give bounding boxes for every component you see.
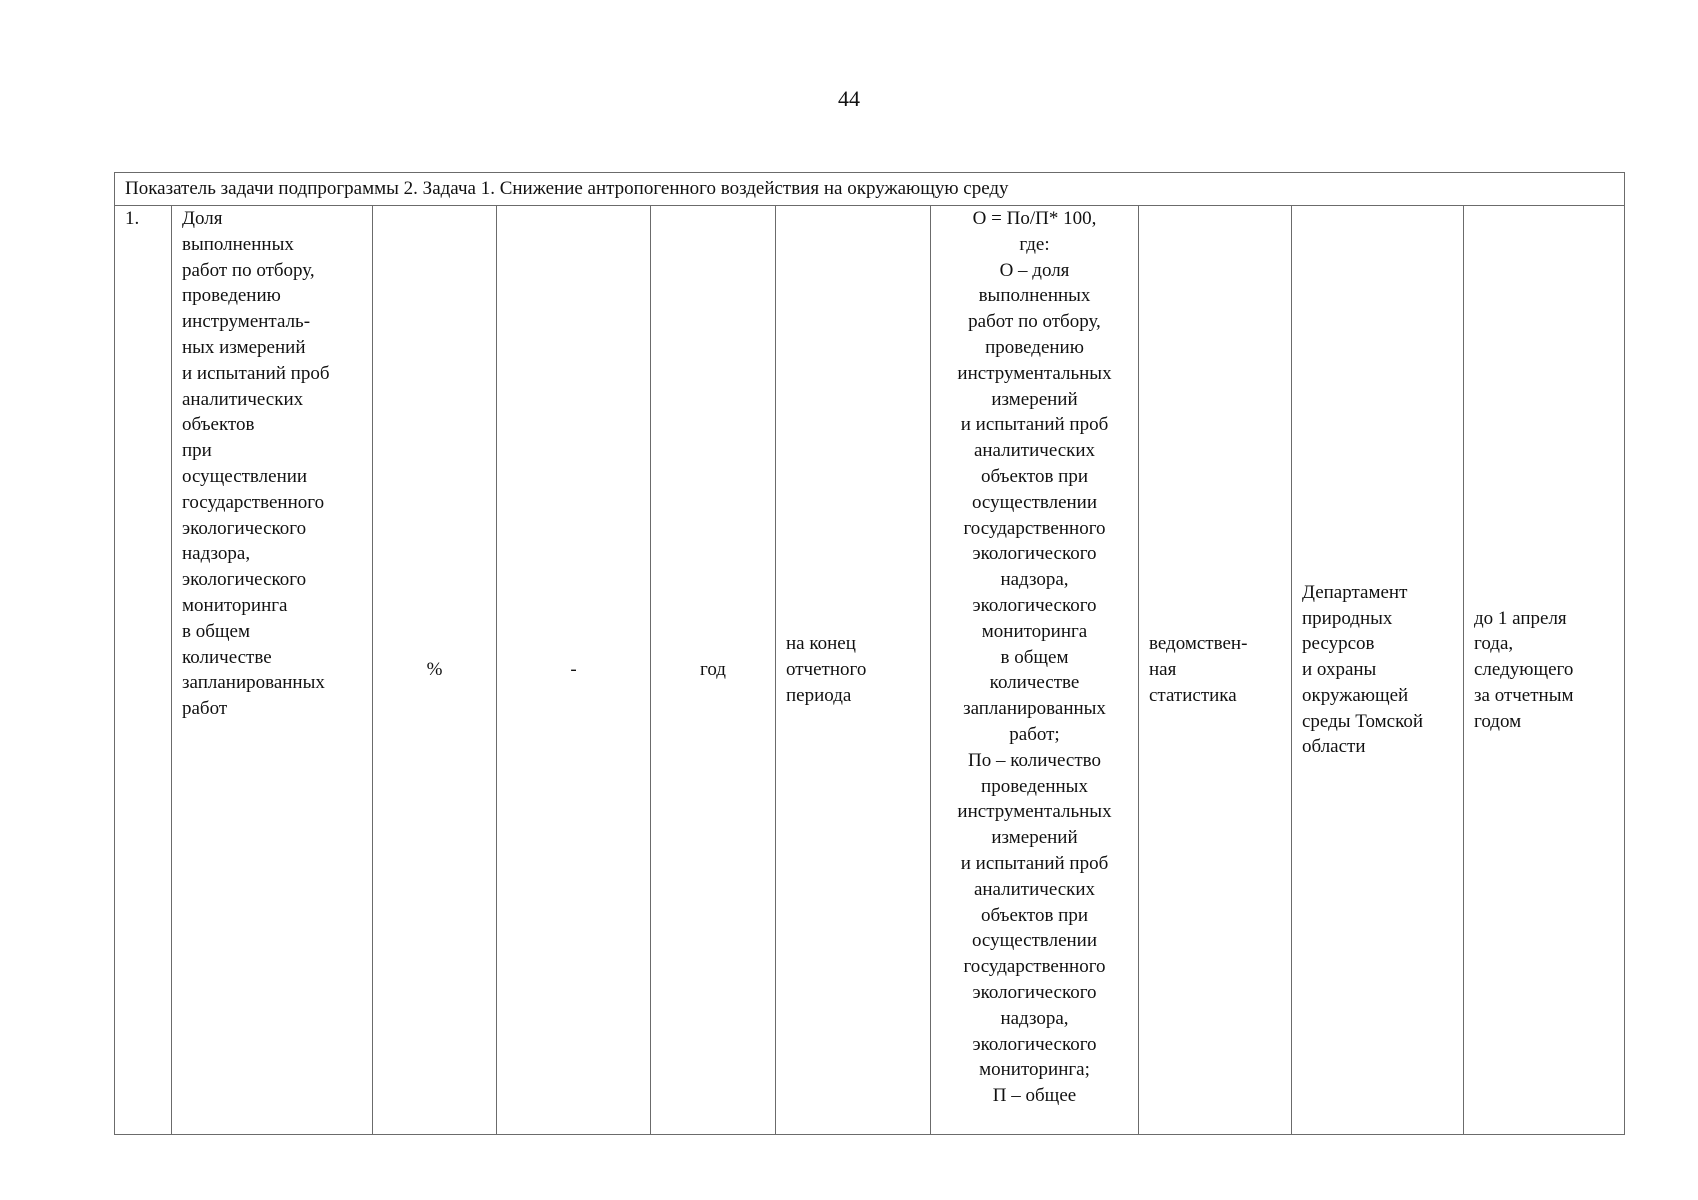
deadline-cell: до 1 апреля года, следующего за отчетным годом <box>1464 206 1625 1135</box>
dash-cell: - <box>497 206 651 1135</box>
unit-cell: % <box>373 206 497 1135</box>
time-characteristic-cell: на конец отчетного периода <box>776 206 931 1135</box>
section-header-row <box>115 173 1625 206</box>
responsible-cell: Департамент природных ресурсов и охраны окружающей среды Томской области <box>1292 206 1464 1135</box>
indicator-table <box>114 172 1625 1135</box>
row-number-cell: 1. <box>115 206 172 1135</box>
section-header-cell: Показатель задачи подпрограммы 2. Задача 1. Снижение антропогенного воздействия на окружающую среду <box>115 173 1625 206</box>
indicator-name-cell: Доля выполненных работ по отбору, проведению инструменталь- ных измерений и испытаний проб аналитических объектов при осуществлении государственного экологического надзора, экологического мониторинга в общем количестве запланированных работ <box>172 206 373 1135</box>
data-source-cell: ведомствен- ная статистика <box>1139 206 1292 1135</box>
periodicity-cell: год <box>651 206 776 1135</box>
page-number: 44 <box>838 86 860 111</box>
formula-cell: О = По/П* 100, где: О – доля выполненных работ по отбору, проведению инструментальных измерений и испытаний проб аналитических объектов при осуществлении государственного экологического надзора, экологического мониторинга в общем количестве запланированных работ; По – количество проведенных инструментальных измерений и испытаний проб аналитических объектов при осуществлении государственного экологического надзора, экологического мониторинга; П – общее <box>931 206 1139 1135</box>
table-row <box>115 206 1625 1135</box>
